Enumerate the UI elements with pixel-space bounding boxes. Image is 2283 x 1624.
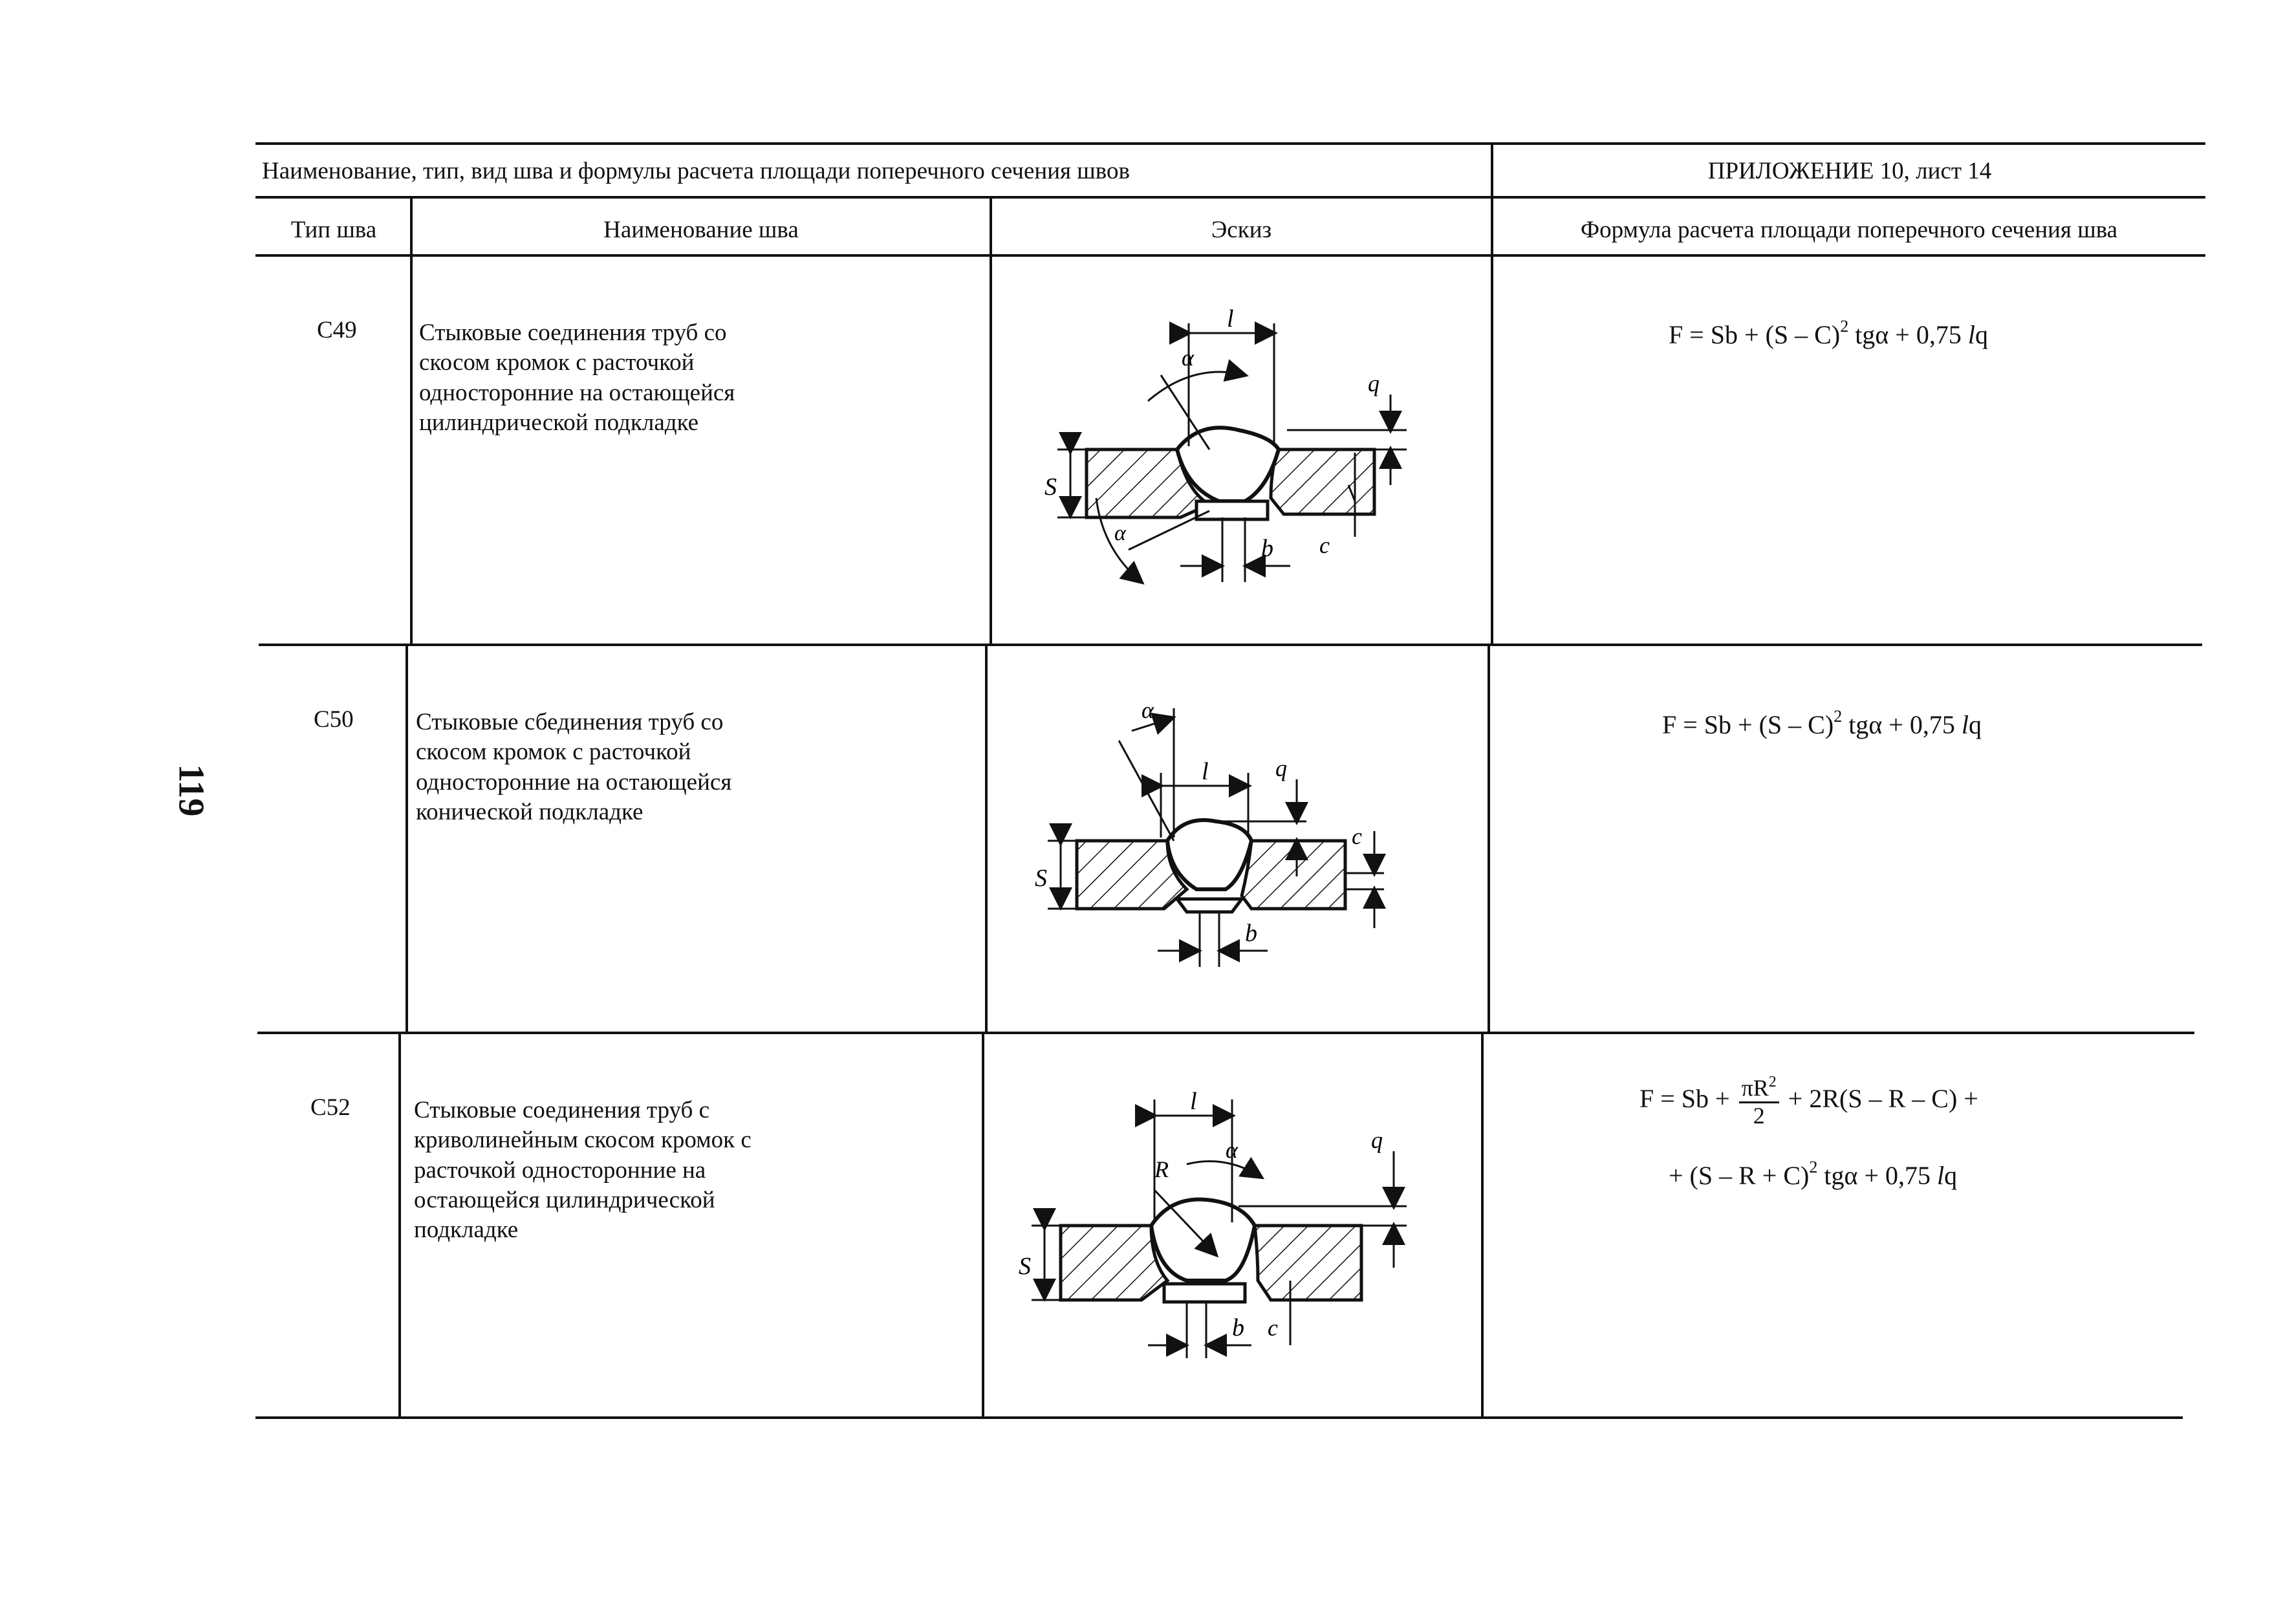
- name-line: скосом кромок с расточкой: [416, 739, 691, 766]
- sketch-label: S: [1035, 865, 1047, 892]
- row-type-c49: С49: [317, 317, 357, 343]
- fraction: $\frac{\pi R^2}{2}$: [1739, 1074, 1779, 1129]
- formula-c52-line2: + $(S - R + C)^2$ tgα + 0,75 lq: [1669, 1158, 1958, 1190]
- name-line: подкладке: [414, 1217, 519, 1243]
- name-line: цилиндрической подкладке: [419, 409, 699, 436]
- sketch-label: b: [1232, 1314, 1244, 1341]
- appendix-label: ПРИЛОЖЕНИЕ 10, лист 14: [1707, 158, 1992, 184]
- col-divider-2: [990, 196, 992, 644]
- row-name-c49: [419, 318, 735, 438]
- sketch-label: q: [1368, 371, 1380, 396]
- name-line: остающейся цилиндрической: [414, 1186, 715, 1213]
- col-divider-1b: [406, 644, 408, 1032]
- formula-c49: F = Sb + (S – C)$^2$ tgα + 0,75 lq: [1669, 317, 1988, 349]
- sketch-label: S: [1019, 1253, 1031, 1280]
- sketch-label: c: [1268, 1315, 1278, 1341]
- sketch-label: b: [1245, 920, 1257, 947]
- name-line: конической подкладке: [416, 798, 644, 825]
- sketch-label: α: [1226, 1137, 1238, 1163]
- sketch-label: α: [1142, 702, 1154, 723]
- name-line: односторонние на остающейся: [419, 379, 735, 406]
- column-header-divider: [255, 254, 2205, 257]
- name-line: Стыковые соединения труб со: [419, 319, 727, 346]
- sketch-label: l: [1202, 758, 1209, 785]
- sketch-label: b: [1261, 535, 1273, 562]
- sketch-c50: [1035, 702, 1436, 973]
- sketch-label: q: [1275, 755, 1287, 781]
- col-header-sketch: Эскиз: [1211, 217, 1272, 243]
- col-divider-2b: [985, 644, 988, 1032]
- name-line: Стыковые соединения труб с: [414, 1097, 709, 1123]
- row-divider-1: [259, 644, 2202, 646]
- row-name-c50: [416, 708, 731, 827]
- sketch-label: S: [1044, 473, 1057, 501]
- header-split: [1491, 142, 1493, 197]
- name-line: скосом кромок с расточкой: [419, 349, 695, 376]
- sketch-c49: [1032, 304, 1445, 614]
- page-number: 119: [171, 764, 211, 817]
- sketch-label: c: [1352, 823, 1362, 849]
- name-line: Стыковые сбединения труб со: [416, 709, 724, 735]
- sketch-c52: [1019, 1087, 1433, 1371]
- row-type-c52: С52: [310, 1094, 351, 1121]
- sketch-label: R: [1154, 1156, 1169, 1182]
- name-line: расточкой односторонние на: [414, 1156, 706, 1184]
- table-title: Наименование, тип, вид шва и формулы расчета площади поперечного сечения швов: [262, 158, 1130, 184]
- col-divider-3: [1491, 196, 1493, 644]
- col-divider-2c: [982, 1032, 984, 1418]
- col-header-formula: Формула расчета площади поперечного сечения шва: [1580, 217, 2118, 243]
- row-divider-2: [257, 1032, 2194, 1034]
- sketch-label: l: [1190, 1088, 1197, 1115]
- col-divider-1: [410, 196, 413, 644]
- sketch-label: α: [1182, 345, 1194, 371]
- col-header-name: Наименование шва: [603, 217, 799, 243]
- table-top-border: [255, 142, 2205, 145]
- table-bottom-border: [255, 1416, 2183, 1419]
- col-header-type: Тип шва: [290, 217, 377, 243]
- col-divider-1c: [398, 1032, 401, 1418]
- name-line: криволинейным скосом кромок с: [414, 1127, 752, 1154]
- sketch-label: α: [1114, 521, 1126, 545]
- formula-c52-line1: F = Sb + $\frac{\pi R^2}{2}$ + 2R(S – R – C) +: [1639, 1074, 1978, 1129]
- sketch-label: q: [1371, 1127, 1383, 1153]
- sketch-label: c: [1319, 532, 1330, 558]
- name-line: односторонние на остающейся: [416, 768, 732, 796]
- row-name-c52: [414, 1096, 752, 1245]
- col-divider-3c: [1481, 1032, 1484, 1418]
- header-divider: [255, 196, 2205, 199]
- sketch-label: l: [1227, 305, 1234, 332]
- row-type-c50: С50: [314, 706, 354, 733]
- formula-c50: F = Sb + (S – C)$^2$ tgα + 0,75 lq: [1662, 707, 1982, 739]
- col-divider-3b: [1488, 644, 1490, 1032]
